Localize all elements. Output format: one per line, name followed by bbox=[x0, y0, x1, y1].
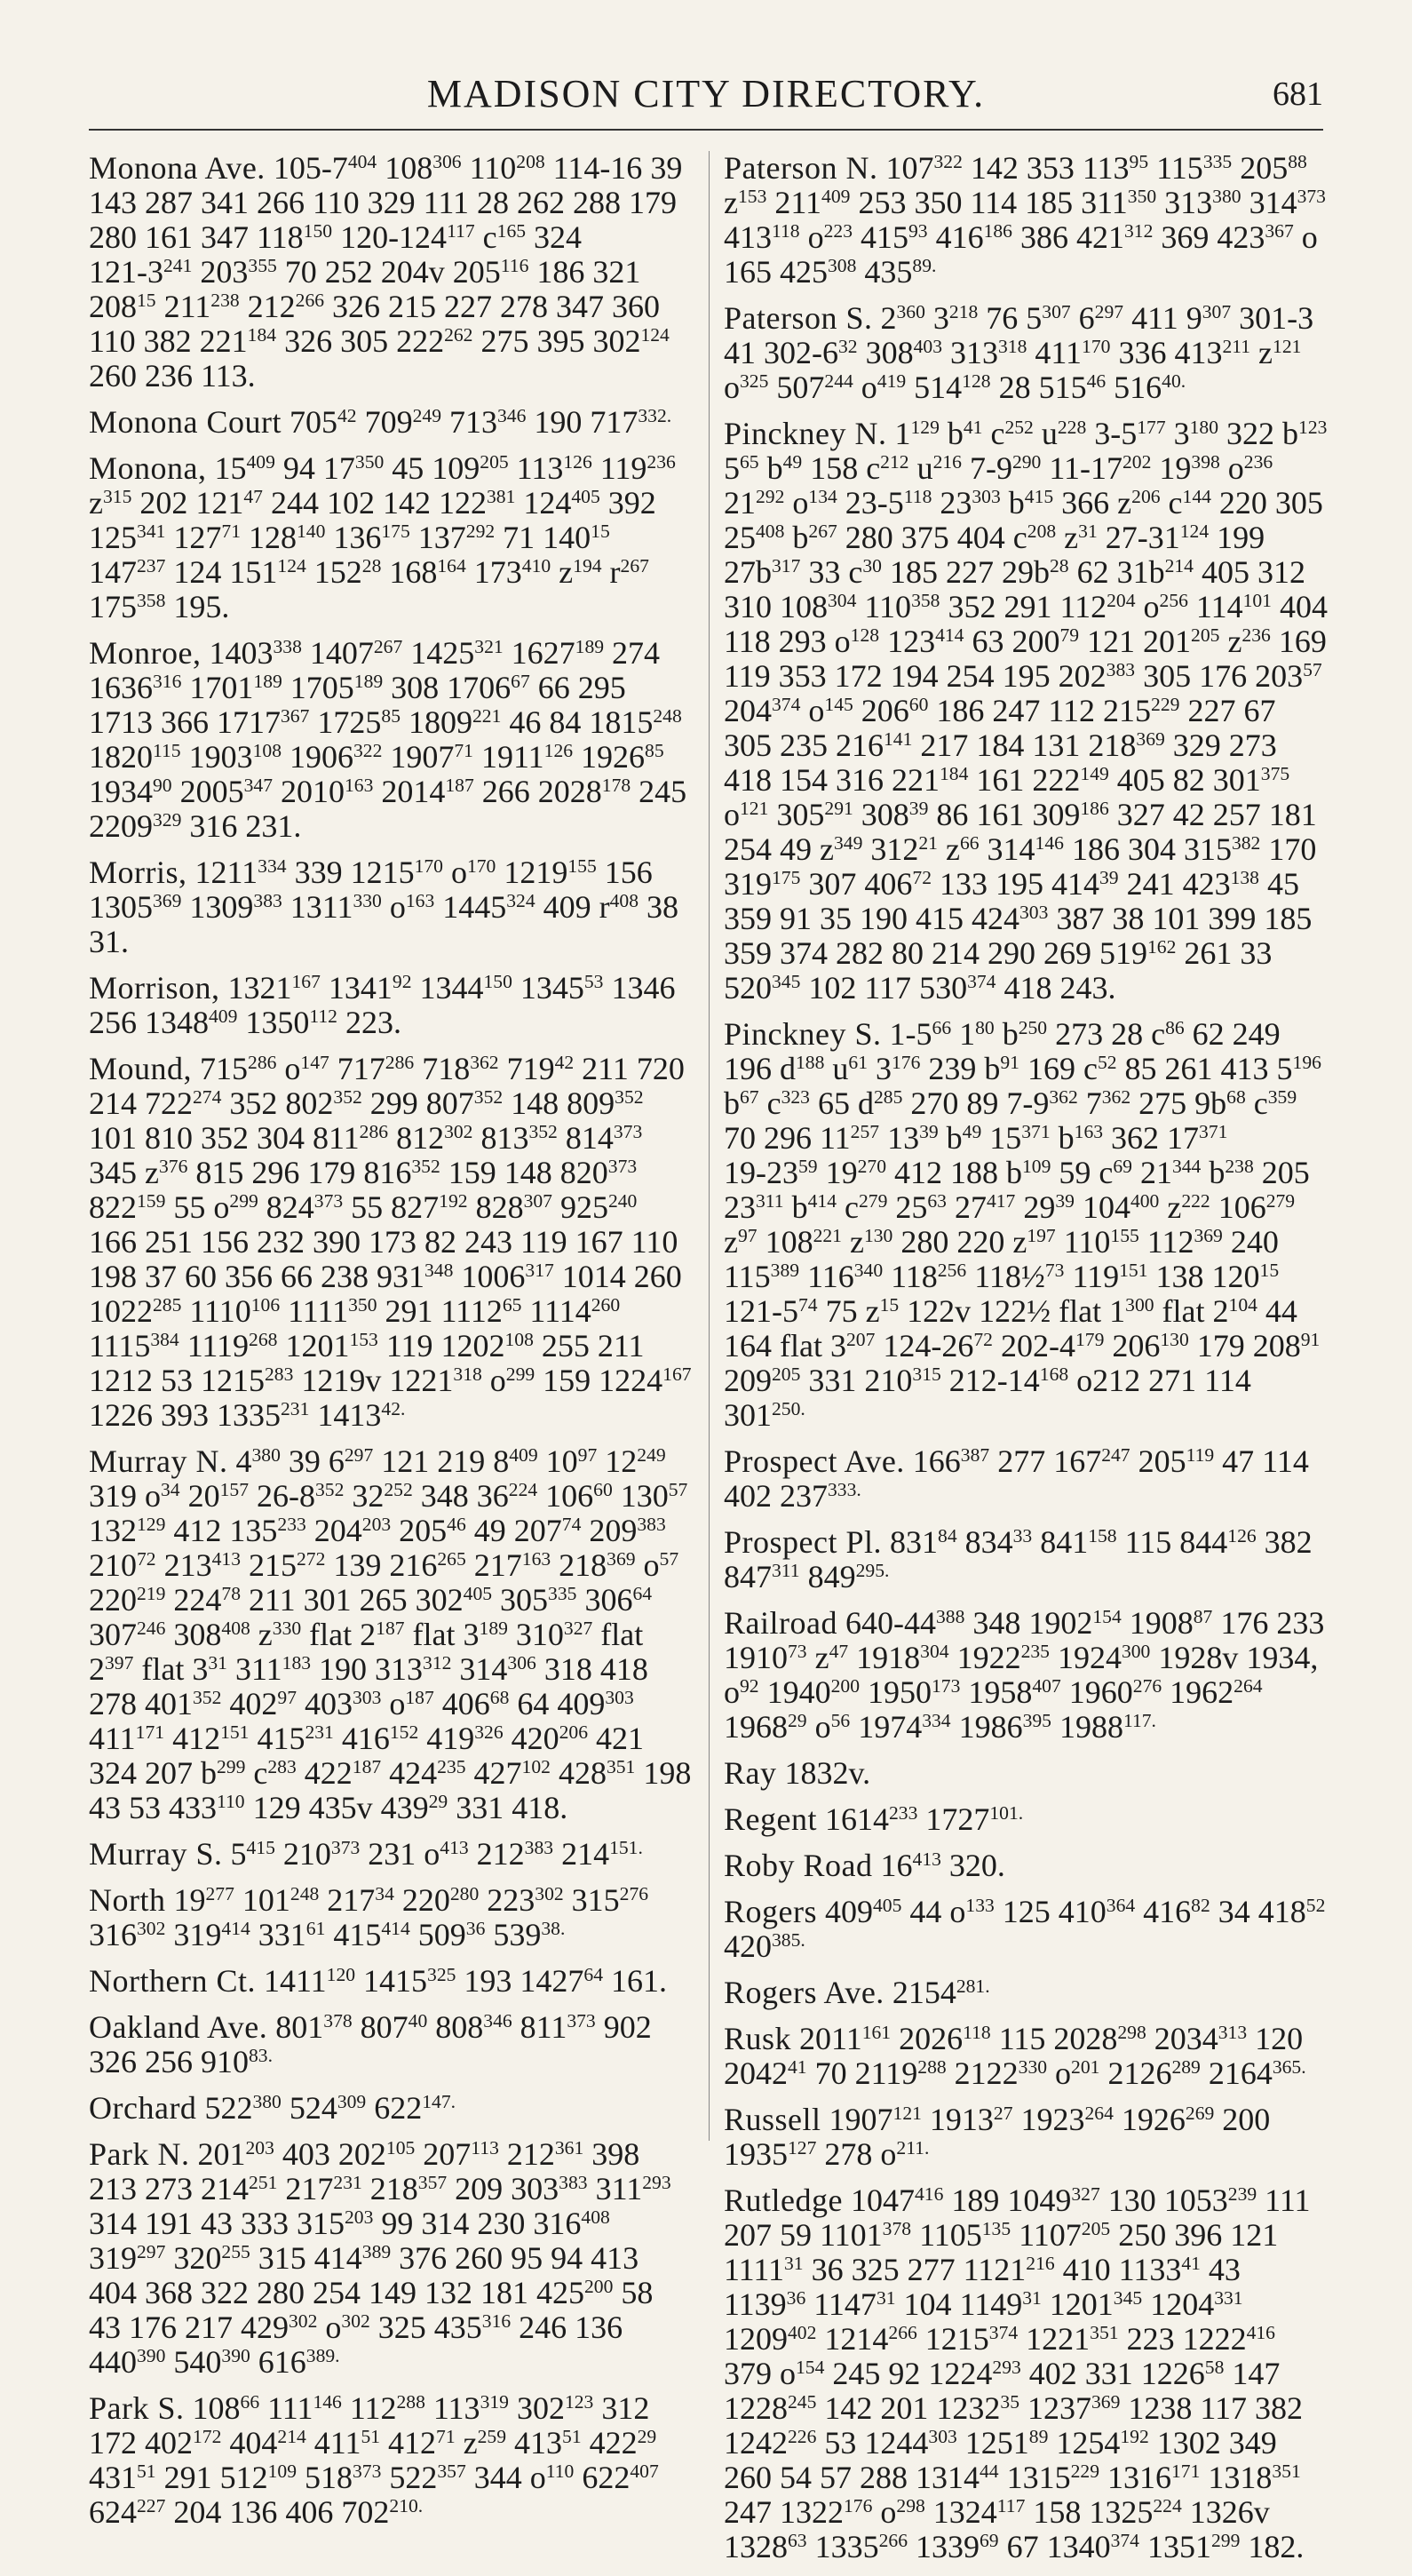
house-numbers: $105-7^{404}$ $108^{306}$ $110^{208}$ 114-16 39 143 287 341 266 110 329 111 28 262 288 179 280 161 347 $118^{150}$ $120-124^{117}$ $c^{165}$ 324 $121-3^{241}$ $203^{355}$ 70 252 204v $205^{116}$ 186 321 $208^{15}$ $211^{238}$ $212^{266}$ 326 215 227 278 347 360 110 382 $221^{184}$ 326 305 $222^{262}$ 275 395 $302^{124}$ 260 236 113. bbox=[89, 150, 683, 394]
house-numbers: 1832v. bbox=[784, 1755, 871, 1791]
street-name: Ray bbox=[724, 1755, 777, 1791]
directory-entry bbox=[89, 1837, 693, 1872]
directory-entry bbox=[724, 151, 1328, 290]
house-numbers: $201^{203}$ 403 $202^{105}$ $207^{113}$ $212^{361}$ 398 213 273 $214^{251}$ $217^{231}$ $218^{357}$ 209 $303^{383}$ $311^{293}$ 314 191 43 333 $315^{203}$ 99 314 230 $316^{408}$ $319^{297}$ $320^{255}$ 315 $414^{389}$ 376 260 95 94 413 404 368 322 280 254 149 132 181 $425^{200}$ 58 43 176 217 $429^{302}$ $o^{302}$ 325 $435^{316}$ 246 136 $440^{390}$ $540^{390}$ $616^{389.}$ bbox=[89, 2136, 671, 2380]
directory-entry bbox=[724, 1849, 1328, 1883]
house-numbers: $5^{415}$ $210^{373}$ 231 $o^{413}$ $212^{383}$ $214^{151.}$ bbox=[230, 1836, 643, 1872]
street-name: Rogers bbox=[724, 1894, 817, 1929]
directory-entry bbox=[724, 1756, 1328, 1791]
house-numbers: $640-44^{388}$ 348 1902$^{154}$ 1908$^{87}$ 176 233 1910$^{73}$ $z^{47}$ 1918$^{304}$ 1922$^{235}$ 1924$^{300}$ 1928v 1934, $o^{92}$ 1940$^{200}$ 1950$^{173}$ 1958$^{407}$ 1960$^{276}$ 1962$^{264}$ 1968$^{29}$ $o^{56}$ 1974$^{334}$ 1986$^{395}$ $1988^{117.}$ bbox=[724, 1605, 1325, 1745]
house-numbers: 1047$^{416}$ 189 1049$^{327}$ 130 1053$^{239}$ 111 207 59 1101$^{378}$ 1105$^{135}$ 1107$^{205}$ 250 396 121 1111$^{31}$ 36 325 277 1121$^{216}$ 410 1133$^{41}$ 43 1139$^{36}$ 1147$^{31}$ 104 1149$^{31}$ 1201$^{345}$ 1204$^{331}$ 1209$^{402}$ 1214$^{266}$ 1215$^{374}$ 1221$^{351}$ 223 1222$^{416}$ 379 $o^{154}$ 245 92 1224$^{293}$ 402 331 1226$^{58}$ 147 1228$^{245}$ 142 201 1232$^{35}$ 1237$^{369}$ 1238 117 382 1242$^{226}$ 53 1244$^{303}$ 1251$^{89}$ 1254$^{192}$ 1302 349 260 54 57 288 1314$^{44}$ 1315$^{229}$ 1316$^{171}$ 1318$^{351}$ 247 1322$^{176}$ $o^{298}$ 1324$^{117}$ 158 1325$^{224}$ 1326v 1328$^{63}$ 1335$^{266}$ 1339$^{69}$ 67 1340$^{374}$ 1351$^{299}$ 182. bbox=[724, 2182, 1311, 2564]
street-name: Oakland Ave. bbox=[89, 2009, 268, 2045]
directory-entry bbox=[89, 636, 693, 844]
directory-entry bbox=[89, 971, 693, 1040]
street-name: Russell bbox=[724, 2102, 821, 2137]
street-name: Railroad bbox=[724, 1605, 837, 1641]
street-name: Paterson S. bbox=[724, 300, 873, 336]
street-name: North bbox=[89, 1882, 166, 1918]
directory-entry bbox=[724, 2022, 1328, 2091]
street-name: Pinckney S. bbox=[724, 1016, 882, 1052]
directory-entry bbox=[724, 301, 1328, 405]
directory-entry bbox=[89, 2010, 693, 2079]
directory-entry bbox=[89, 2391, 693, 2530]
street-name: Northern Ct. bbox=[89, 1963, 256, 1999]
directory-entry bbox=[724, 1802, 1328, 1837]
directory-entry bbox=[724, 1525, 1328, 1594]
street-name: Paterson N. bbox=[724, 150, 878, 186]
house-numbers: $108^{66}$ $111^{146}$ $112^{288}$ $113^{319}$ $302^{123}$ 312 172 $402^{172}$ $404^{214}$ $411^{51}$ $412^{71}$ $z^{259}$ $413^{51}$ $422^{29}$ $431^{51}$ 291 $512^{109}$ $518^{373}$ $522^{357}$ 344 $o^{110}$ $622^{407}$ $624^{227}$ 204 136 406 $702^{210.}$ bbox=[89, 2390, 659, 2530]
directory-entry bbox=[724, 1017, 1328, 1433]
directory-entry bbox=[724, 417, 1328, 1006]
street-name: Murray S. bbox=[89, 1836, 223, 1872]
street-name: Morris, bbox=[89, 855, 187, 890]
street-name: Monroe, bbox=[89, 635, 202, 671]
directory-entry bbox=[89, 1052, 693, 1433]
house-numbers: $16^{413}$ 320. bbox=[880, 1848, 1005, 1883]
directory-entry bbox=[89, 855, 693, 959]
house-numbers: 1614$^{233}$ $1727^{101.}$ bbox=[824, 1801, 1024, 1837]
house-numbers: 1907$^{121}$ 1913$^{27}$ 1923$^{264}$ 1926$^{269}$ 200 1935$^{127}$ 278 $o^{211.}$ bbox=[724, 2102, 1271, 2172]
street-name: Rutledge bbox=[724, 2182, 843, 2218]
directory-entry bbox=[724, 1976, 1328, 2010]
street-name: Pinckney N. bbox=[724, 416, 887, 451]
directory-entry bbox=[89, 451, 693, 624]
house-numbers: 1321$^{167}$ 1341$^{92}$ 1344$^{150}$ 1345$^{53}$ 1346 256 1348$^{409}$ 1350$^{112}$ 223. bbox=[89, 970, 676, 1040]
street-name: Regent bbox=[724, 1801, 817, 1837]
street-name: Morrison, bbox=[89, 970, 220, 1006]
directory-entry bbox=[89, 151, 693, 394]
house-numbers: $19^{277}$ $101^{248}$ $217^{34}$ $220^{280}$ $223^{302}$ $315^{276}$ $316^{302}$ $319^{414}$ $331^{61}$ $415^{414}$ $509^{36}$ $539^{38.}$ bbox=[89, 1882, 649, 1952]
directory-entry bbox=[724, 2183, 1328, 2564]
street-name: Park N. bbox=[89, 2136, 190, 2172]
house-numbers: 1211$^{334}$ 339 1215$^{170}$ $o^{170}$ 1219$^{155}$ 156 1305$^{369}$ 1309$^{383}$ 1311$^{330}$ $o^{163}$ 1445$^{324}$ 409 $r^{408}$ 38 31. bbox=[89, 855, 679, 959]
directory-entry bbox=[89, 2137, 693, 2380]
column-divider bbox=[709, 151, 710, 2141]
house-numbers: $1^{129}$ $b^{41}$ $c^{252}$ $u^{228}$ $3-5^{177}$ $3^{180}$ 322 $b^{123}$ $5^{65}$ $b^{49}$ 158 $c^{212}$ $u^{216}$ $7-9^{290}$ $11-17^{202}$ $19^{398}$ $o^{236}$ $21^{292}$ $o^{134}$ $23-5^{118}$ $23^{303}$ $b^{415}$ 366 $z^{206}$ $c^{144}$ 220 305 $25^{408}$ $b^{267}$ 280 375 404 $c^{208}$ $z^{31}$ $27-31^{124}$ 199 $27b^{317}$ 33 $c^{30}$ 185 227 $29b^{28}$ 62 $31b^{214}$ 405 312 310 $108^{304}$ $110^{358}$ 352 291 $112^{204}$ $o^{256}$ $114^{101}$ 404 118 293 $o^{128}$ $123^{414}$ 63 $200^{79}$ 121 $201^{205}$ $z^{236}$ 169 119 353 172 194 254 195 $202^{383}$ 305 176 $203^{57}$ $204^{374}$ $o^{145}$ $206^{60}$ 186 247 112 $215^{229}$ 227 67 305 235 $216^{141}$ 217 184 131 $218^{369}$ 329 273 418 154 316 $221^{184}$ 161 $222^{149}$ 405 82 $301^{375}$ $o^{121}$ $305^{291}$ $308^{39}$ 86 161 $309^{186}$ 327 42 257 181 254 49 $z^{349}$ $312^{21}$ $z^{66}$ $314^{146}$ 186 304 $315^{382}$ 170 $319^{175}$ 307 $406^{72}$ 133 195 $414^{39}$ 241 $423^{138}$ 45 359 91 35 190 415 $424^{303}$ 387 38 101 399 185 359 374 282 80 214 290 269 $519^{162}$ 261 33 $520^{345}$ 102 117 $530^{374}$ 418 243. bbox=[724, 416, 1328, 1006]
house-numbers: $4^{380}$ 39 $6^{297}$ 121 219 $8^{409}$ $10^{97}$ $12^{249}$ 319 $o^{34}$ $20^{157}$ $26-8^{352}$ $32^{252}$ 348 $36^{224}$ $106^{60}$ $130^{57}$ $132^{129}$ 412 $135^{233}$ $204^{203}$ $205^{46}$ 49 $207^{74}$ $209^{383}$ $210^{72}$ $213^{413}$ $215^{272}$ 139 $216^{265}$ $217^{163}$ $218^{369}$ $o^{57}$ $220^{219}$ $224^{78}$ 211 301 265 $302^{405}$ $305^{335}$ $306^{64}$ $307^{246}$ $308^{408}$ $z^{330}$ flat $2^{187}$ flat $3^{189}$ $310^{327}$ flat $2^{397}$ flat $3^{31}$ $311^{183}$ 190 $313^{312}$ $314^{306}$ 318 418 278 $401^{352}$ $402^{97}$ $403^{303}$ $o^{187}$ $406^{68}$ 64 $409^{303}$ $411^{171}$ $412^{151}$ $415^{231}$ $416^{152}$ $419^{326}$ $420^{206}$ 421 324 207 $b^{299}$ $c^{283}$ $422^{187}$ $424^{235}$ $427^{102}$ $428^{351}$ 198 43 53 $433^{110}$ 129 435v $439^{29}$ 331 418. bbox=[89, 1443, 692, 1825]
street-name: Monona Court bbox=[89, 404, 282, 440]
house-numbers: 1411$^{120}$ 1415$^{325}$ 193 1427$^{64}$ 161. bbox=[263, 1963, 668, 1999]
directory-entry bbox=[89, 405, 693, 440]
house-numbers: $801^{378}$ $807^{40}$ $808^{346}$ $811^{373}$ 902 326 256 $910^{83.}$ bbox=[89, 2009, 652, 2079]
house-numbers: $2^{360}$ $3^{218}$ 76 $5^{307}$ $6^{297}$ 411 $9^{307}$ 301-3 41 $302-6^{32}$ $308^{403}$ $313^{318}$ $411^{170}$ 336 $413^{211}$ $z^{121}$ $o^{325}$ $507^{244}$ $o^{419}$ $514^{128}$ 28 $515^{46}$ $516^{40.}$ bbox=[724, 300, 1314, 405]
house-numbers: $522^{380}$ $524^{309}$ $622^{147.}$ bbox=[204, 2090, 456, 2126]
directory-entry bbox=[724, 2103, 1328, 2172]
street-name: Orchard bbox=[89, 2090, 197, 2126]
street-name: Park S. bbox=[89, 2390, 185, 2426]
directory-entry bbox=[89, 2091, 693, 2126]
directory-entry bbox=[89, 1883, 693, 1952]
street-name: Rusk bbox=[724, 2021, 792, 2056]
house-numbers: $15^{409}$ 94 $17^{350}$ 45 $109^{205}$ $113^{126}$ $119^{236}$ $z^{315}$ 202 $121^{47}$ 244 102 142 $122^{381}$ $124^{405}$ 392 $125^{341}$ $127^{71}$ $128^{140}$ $136^{175}$ $137^{292}$ 71 $140^{15}$ $147^{237}$ 124 $151^{124}$ $152^{28}$ $168^{164}$ $173^{410}$ $z^{194}$ $r^{267}$ $175^{358}$ 195. bbox=[89, 450, 676, 624]
street-name: Mound, bbox=[89, 1051, 193, 1086]
header-rule bbox=[89, 129, 1323, 131]
page-title: MADISON CITY DIRECTORY. bbox=[426, 72, 986, 115]
page-number: 681 bbox=[1273, 76, 1323, 113]
page-header bbox=[89, 62, 1323, 133]
directory-entry bbox=[89, 1444, 693, 1825]
directory-entry bbox=[724, 1606, 1328, 1745]
street-name: Monona, bbox=[89, 450, 207, 486]
street-name: Murray N. bbox=[89, 1443, 228, 1479]
directory-entry bbox=[724, 1444, 1328, 1514]
right-column bbox=[724, 151, 1328, 2576]
house-numbers: $831^{84}$ $834^{33}$ $841^{158}$ 115 $844^{126}$ 382 $847^{311}$ $849^{295.}$ bbox=[724, 1524, 1313, 1594]
house-numbers: $409^{405}$ 44 $o^{133}$ 125 $410^{364}$ $416^{82}$ 34 $418^{52}$ $420^{385.}$ bbox=[724, 1894, 1326, 1964]
street-name: Prospect Ave. bbox=[724, 1443, 905, 1479]
house-numbers: $1-5^{66}$ $1^{80}$ $b^{250}$ 273 28 $c^{86}$ 62 249 196 $d^{188}$ $u^{61}$ $3^{176}$ 239 $b^{91}$ 169 $c^{52}$ 85 261 413 $5^{196}$ $b^{67}$ $c^{323}$ 65 $d^{285}$ 270 89 $7-9^{362}$ $7^{362}$ 275 $9b^{68}$ $c^{359}$ 70 296 $11^{257}$ $13^{39}$ $b^{49}$ $15^{371}$ $b^{163}$ 362 $17^{371}$ $19-23^{59}$ $19^{270}$ 412 188 $b^{109}$ 59 $c^{69}$ $21^{344}$ $b^{238}$ 205 $23^{311}$ $b^{414}$ $c^{279}$ $25^{63}$ $27^{417}$ $29^{39}$ $104^{400}$ $z^{222}$ $106^{279}$ $z^{97}$ $108^{221}$ $z^{130}$ 280 220 $z^{197}$ $110^{155}$ $112^{369}$ 240 $115^{389}$ $116^{340}$ $118^{256}$ 118½$^{73}$ $119^{151}$ 138 $120^{15}$ $121-5^{74}$ 75 $z^{15}$ 122v 122½ flat $1^{300}$ flat $2^{104}$ 44 164 flat $3^{207}$ $124-26^{72}$ $202-4^{179}$ $206^{130}$ 179 $208^{91}$ $209^{205}$ 331 $210^{315}$ $212-14^{168}$ o212 271 114 $301^{250.}$ bbox=[724, 1016, 1321, 1433]
house-numbers: 1403$^{338}$ 1407$^{267}$ 1425$^{321}$ 1627$^{189}$ 274 1636$^{316}$ 1701$^{189}$ 1705$^{189}$ 308 1706$^{67}$ 66 295 1713 366 1717$^{367}$ 1725$^{85}$ 1809$^{221}$ 46 84 1815$^{248}$ 1820$^{115}$ 1903$^{108}$ 1906$^{322}$ 1907$^{71}$ 1911$^{126}$ 1926$^{85}$ 1934$^{90}$ 2005$^{347}$ 2010$^{163}$ 2014$^{187}$ 266 2028$^{178}$ 245 2209$^{329}$ 316 231. bbox=[89, 635, 687, 844]
house-numbers: 2011$^{161}$ 2026$^{118}$ 115 2028$^{298}$ 2034$^{313}$ 120 2042$^{41}$ 70 2119$^{288}$ 2122$^{330}$ $o^{201}$ 2126$^{289}$ $2164^{365.}$ bbox=[724, 2021, 1306, 2091]
house-numbers: $705^{42}$ $709^{249}$ $713^{346}$ 190 $717^{332.}$ bbox=[290, 404, 672, 440]
left-column bbox=[89, 151, 693, 2541]
street-name: Monona Ave. bbox=[89, 150, 266, 186]
house-numbers: $2154^{281.}$ bbox=[892, 1975, 990, 2010]
street-name: Prospect Pl. bbox=[724, 1524, 883, 1560]
street-name: Roby Road bbox=[724, 1848, 873, 1883]
directory-entry bbox=[724, 1895, 1328, 1964]
street-name: Rogers Ave. bbox=[724, 1975, 884, 2010]
house-numbers: $166^{387}$ 277 $167^{247}$ $205^{119}$ 47 114 402 $237^{333.}$ bbox=[724, 1443, 1309, 1514]
house-numbers: $107^{322}$ 142 353 $113^{95}$ $115^{335}$ $205^{88}$ $z^{153}$ $211^{409}$ 253 350 114 185 $311^{350}$ $313^{380}$ $314^{373}$ $413^{118}$ $o^{223}$ $415^{93}$ $416^{186}$ 386 $421^{312}$ 369 $423^{367}$ o 165 $425^{308}$ $435^{89.}$ bbox=[724, 150, 1326, 290]
house-numbers: $715^{286}$ $o^{147}$ $717^{286}$ $718^{362}$ $719^{42}$ 211 720 214 $722^{274}$ 352 $802^{352}$ 299 $807^{352}$ 148 $809^{352}$ 101 810 352 304 $811^{286}$ $812^{302}$ $813^{352}$ $814^{373}$ 345 $z^{376}$ 815 296 179 $816^{352}$ 159 148 $820^{373}$ $822^{159}$ 55 $o^{299}$ $824^{373}$ 55 $827^{192}$ $828^{307}$ $925^{240}$ 166 251 156 232 390 173 82 243 119 167 110 198 37 60 356 66 238 $931^{348}$ 1006$^{317}$ 1014 260 1022$^{285}$ 1110$^{106}$ 1111$^{350}$ 291 1112$^{65}$ 1114$^{260}$ 1115$^{384}$ 1119$^{268}$ 1201$^{153}$ 119 1202$^{108}$ 255 211 1212 53 1215$^{283}$ 1219v 1221$^{318}$ $o^{299}$ 159 1224$^{167}$ 1226 393 1335$^{231}$ $1413^{42.}$ bbox=[89, 1051, 692, 1433]
directory-entry bbox=[89, 1964, 693, 1999]
